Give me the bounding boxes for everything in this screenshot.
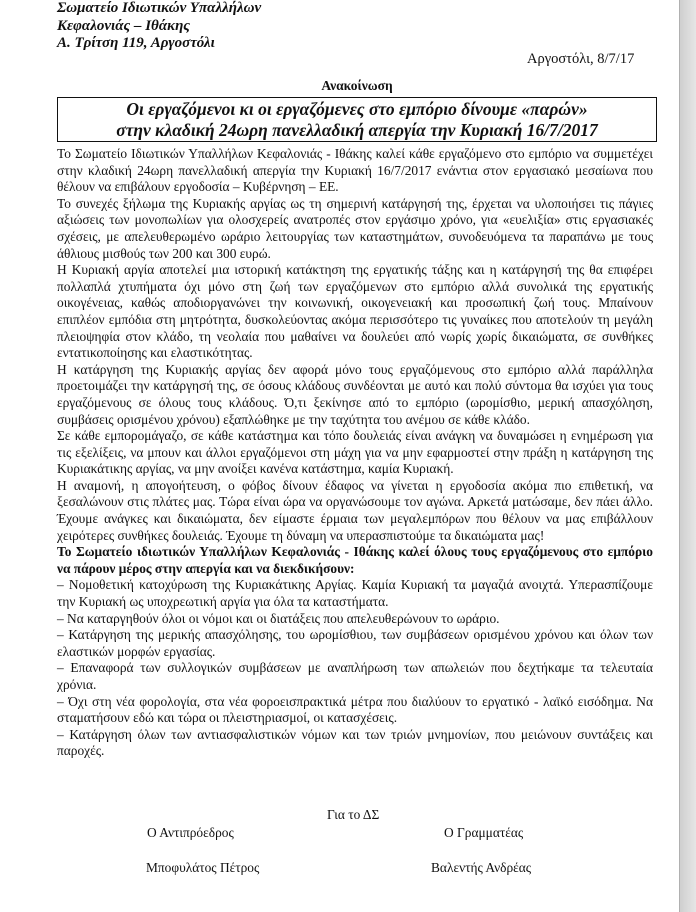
paragraph: Το συνεχές ξήλωμα της Κυριακής αργίας ως τη σημερινή κατάργησή της, έρχεται να υλοποιήσει τις πάγιες αξιώσεις των μονοπωλίων για ολοσχερείς ανατροπές στον εργάσιμο χρόνο, για «ευελιξία» στις εργασιακές σχέσεις, με απελευθερωμένο ωράριο λειτουργίας των καταστημάτων, συνοδευόμενα τα παραπάνω με τους άθλιους μισθούς των 200 και 300 ευρώ.	[57, 195, 653, 261]
for-board-label: Για το ΔΣ	[327, 807, 380, 822]
vice-president-role: Ο Αντιπρόεδρος	[147, 825, 234, 840]
body-text	[57, 146, 653, 760]
place-date: Αργοστόλι, 8/7/17	[527, 51, 635, 67]
demand-item: – Όχι στη νέα φορολογία, στα νέα φοροεισπρακτικά μέτρα που διαλύουν το εργατικό - λαϊκό εισόδημα. Να σταματήσουν εδώ και τώρα οι πλειστηριασμοί, οι κατασχέσεις.	[57, 693, 653, 726]
document-heading: Ανακοίνωση	[321, 78, 393, 93]
title-line-1: Οι εργαζόμενοι κι οι εργαζόμενες στο εμπόριο δίνουμε «παρών»	[126, 99, 588, 119]
demand-item: – Να καταργηθούν όλοι οι νόμοι και οι διατάξεις που απελευθερώνουν το ωράριο.	[57, 610, 500, 626]
demand-item: – Νομοθετική κατοχύρωση της Κυριακάτικης Αργίας. Καμία Κυριακή τα μαγαζιά ανοιχτά. Υπερασπίζουμε την Κυριακή ως υποχρεωτική αργία για όλα τα καταστήματα.	[57, 577, 653, 610]
secretary-name: Βαλεντής Ανδρέας	[431, 860, 532, 875]
sender-region: Κεφαλονιάς – Ιθάκης	[57, 17, 190, 34]
demand-item: – Επαναφορά των συλλογικών συμβάσεων με αναπλήρωση των απωλειών που δεχτήκαμε τα τελευταία χρόνια.	[57, 660, 653, 692]
paragraph: Η Κυριακή αργία αποτελεί μια ιστορική κατάκτηση της εργατικής τάξης και η κατάργησή της θα επιφέρει πολλαπλά χτυπήματα όχι μόνο στη ζωή των εργαζόμενων στο εμπόριο αλλά συνολικά της εργατικής οικογένειας, καθώς αποδιοργανώνει την κοινωνική, οικογενειακή και προσωπική ζωή τους. Μπαίνουν επιπλέον εμπόδια στη μητρότητα, δυσκολεύοντας ακόμα περισσότερο τις γυναίκες που αποτελούν τη μεγάλη πλειοψηφία στον κλάδο, τη νεολαία που μαθαίνει να δουλεύει από νωρίς χωρίς δικαιώματα, σε συνθήκες εντατικοποίησης και ελαστικότητας.	[57, 262, 653, 361]
secretary-role: Ο Γραμματέας	[444, 825, 524, 840]
demand-item: – Κατάργηση της μερικής απασχόλησης, του ωρομίσθιου, των συμβάσεων ορισμένου χρόνου και όλων των ελαστικών μορφών εργασίας.	[57, 627, 653, 659]
vice-president-name: Μποφυλάτος Πέτρος	[146, 860, 260, 875]
sender-address: Α. Τρίτση 119, Αργοστόλι	[57, 35, 215, 51]
demand-item: – Κατάργηση όλων των αντιασφαλιστικών νόμων και των τριών μνημονίων, που μειώνουν συντάξεις και παροχές.	[57, 726, 653, 759]
title-box	[57, 97, 657, 142]
paragraph: Η αναμονή, η απογοήτευση, ο φόβος δίνουν έδαφος να γίνεται η εργοδοσία ακόμα πιο επιθετική, να ξεσαλώνουν στις πλάτες μας. Τώρα είναι ώρα να οργανώσουμε τον αγώνα. Αρκετά ματώσαμε, δεν πάει άλλο. Έχουμε ανάγκες και δικαιώματα, δεν είμαστε έρμαια των μεγαλεμπόρων που θέλουν να μας επιβάλλουν χειρότερες συνθήκες δουλειάς. Έχουμε τη δύναμη να υπερασπιστούμε τα δικαιώματα μας!	[57, 477, 653, 543]
call-to-action: Το Σωματείο ιδιωτικών Υπαλλήλων Κεφαλονιάς - Ιθάκης καλεί όλους τους εργαζόμενους στο εμπόριο να πάρουν μέρος στην απεργία και να διεκδικήσουν:	[57, 544, 653, 576]
sender-block	[57, 0, 261, 53]
viewer-margin	[679, 0, 696, 912]
paragraph: Σε κάθε εμπορομάγαζο, σε κάθε κατάστημα και τόπο δουλειάς είναι ανάγκη να δυναμώσει η ενημέρωση για τις εξελίξεις, να μπουν και άλλοι εργαζόμενοι στη μάχη για να μην εφαρμοστεί στην πράξη η κατάργηση της Κυριακάτικης αργίας, να μην ανοίξει κανένα κατάστημα, καμία Κυριακή.	[57, 428, 653, 477]
sender-name: Σωματείο Ιδιωτικών Υπαλλήλων	[57, 0, 262, 16]
paragraph: Το Σωματείο Ιδιωτικών Υπαλλήλων Κεφαλονιάς - Ιθάκης καλεί κάθε εργαζόμενο στο εμπόριο να συμμετέχει στην κλαδική 24ωρη πανελλαδική απεργία την Κυριακή 16/7/2017 ενάντια στον εργασιακό μεσαίωνα που θέλουν να επιβάλουν εργοδοσία – Κυβέρνηση – ΕΕ.	[57, 146, 653, 195]
paragraph: Η κατάργηση της Κυριακής αργίας δεν αφορά μόνο τους εργαζόμενους στο εμπόριο αλλά παράλληλα προετοιμάζει την κατάργησή της, σε όσους κλάδους συνδέονται με αυτό και πολύ σύντομα θα ισχύει για τους εργαζόμενους σε όλους τους κλάδους. Ό,τι ξεκίνησε από το εμπόριο (ωρομίσθιο, μερική απασχόληση, συμβάσεις ορισμένου χρόνου) εξαπλώθηκε με την ταχύτητα του ανέμου σε κάθε κλάδο.	[57, 361, 653, 427]
title-line-2: στην κλαδική 24ωρη πανελλαδική απεργία την Κυριακή 16/7/2017	[116, 119, 598, 140]
